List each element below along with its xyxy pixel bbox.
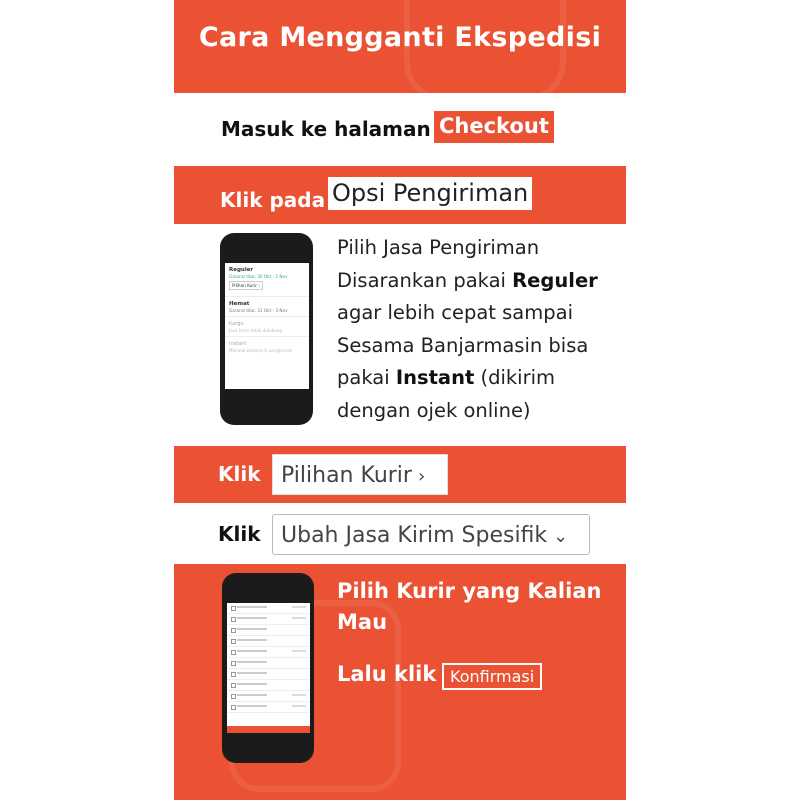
reguler-emphasis: Reguler	[512, 268, 598, 292]
phone-screen	[227, 603, 310, 733]
kargo-option: Kargo	[229, 321, 244, 327]
konfirmasi-button: Konfirmasi	[442, 663, 542, 690]
instant-note: Minimal belanja di pengiriman	[229, 348, 293, 353]
hemat-option: Hemat	[229, 301, 250, 307]
step5-label: Klik	[218, 522, 261, 546]
step6-instruction: Pilih Kurir yang Kalian Mau	[337, 579, 602, 634]
step3-instructions	[337, 232, 622, 427]
chevron-right-icon: ›	[417, 466, 426, 487]
instruction-line-3: Sesama Banjarmasin bisa pakai Instant (dikirim dengan ojek online)	[337, 333, 589, 422]
tutorial-canvas	[174, 0, 626, 800]
ubah-jasa-kirim-chip: Ubah Jasa Kirim Spesifik ⌄	[272, 514, 590, 555]
instant-emphasis: Instant	[395, 366, 475, 389]
opsi-pengiriman-chip: Opsi Pengiriman	[328, 177, 532, 210]
step4-label: Klik	[218, 462, 261, 486]
reguler-option: Reguler	[229, 267, 254, 273]
chevron-down-icon: ⌄	[553, 526, 569, 547]
pilihan-kurir-mini-button: Pilihan Kurir ›	[229, 281, 263, 290]
instruction-line-1: Pilih Jasa Pengiriman	[337, 236, 540, 259]
phone-mockup-courier-list	[222, 573, 314, 763]
kargo-note: Jasa kirim tidak didukung	[229, 328, 282, 333]
step2-label: Klik pada	[220, 188, 326, 212]
page-title: Cara Mengganti Ekspedisi	[198, 22, 602, 53]
pilihan-kurir-chip: Pilihan Kurir ›	[272, 454, 448, 495]
checkout-chip: Checkout	[434, 111, 554, 143]
lalu-klik-label: Lalu klik	[337, 662, 437, 686]
confirm-bar	[227, 726, 310, 733]
instruction-line-2: Disarankan pakai Reguler agar lebih cepat sampai	[337, 268, 598, 324]
phone-mockup-shipping-options	[220, 233, 313, 425]
reguler-guarantee: Garansi tiba: 30 Okt - 2 Nov	[229, 274, 288, 279]
phone-screen	[225, 263, 309, 389]
step1-label: Masuk ke halaman	[221, 117, 431, 141]
hemat-guarantee: Garansi tiba: 31 Okt - 3 Nov	[229, 308, 288, 313]
instant-option: Instant	[229, 341, 247, 347]
